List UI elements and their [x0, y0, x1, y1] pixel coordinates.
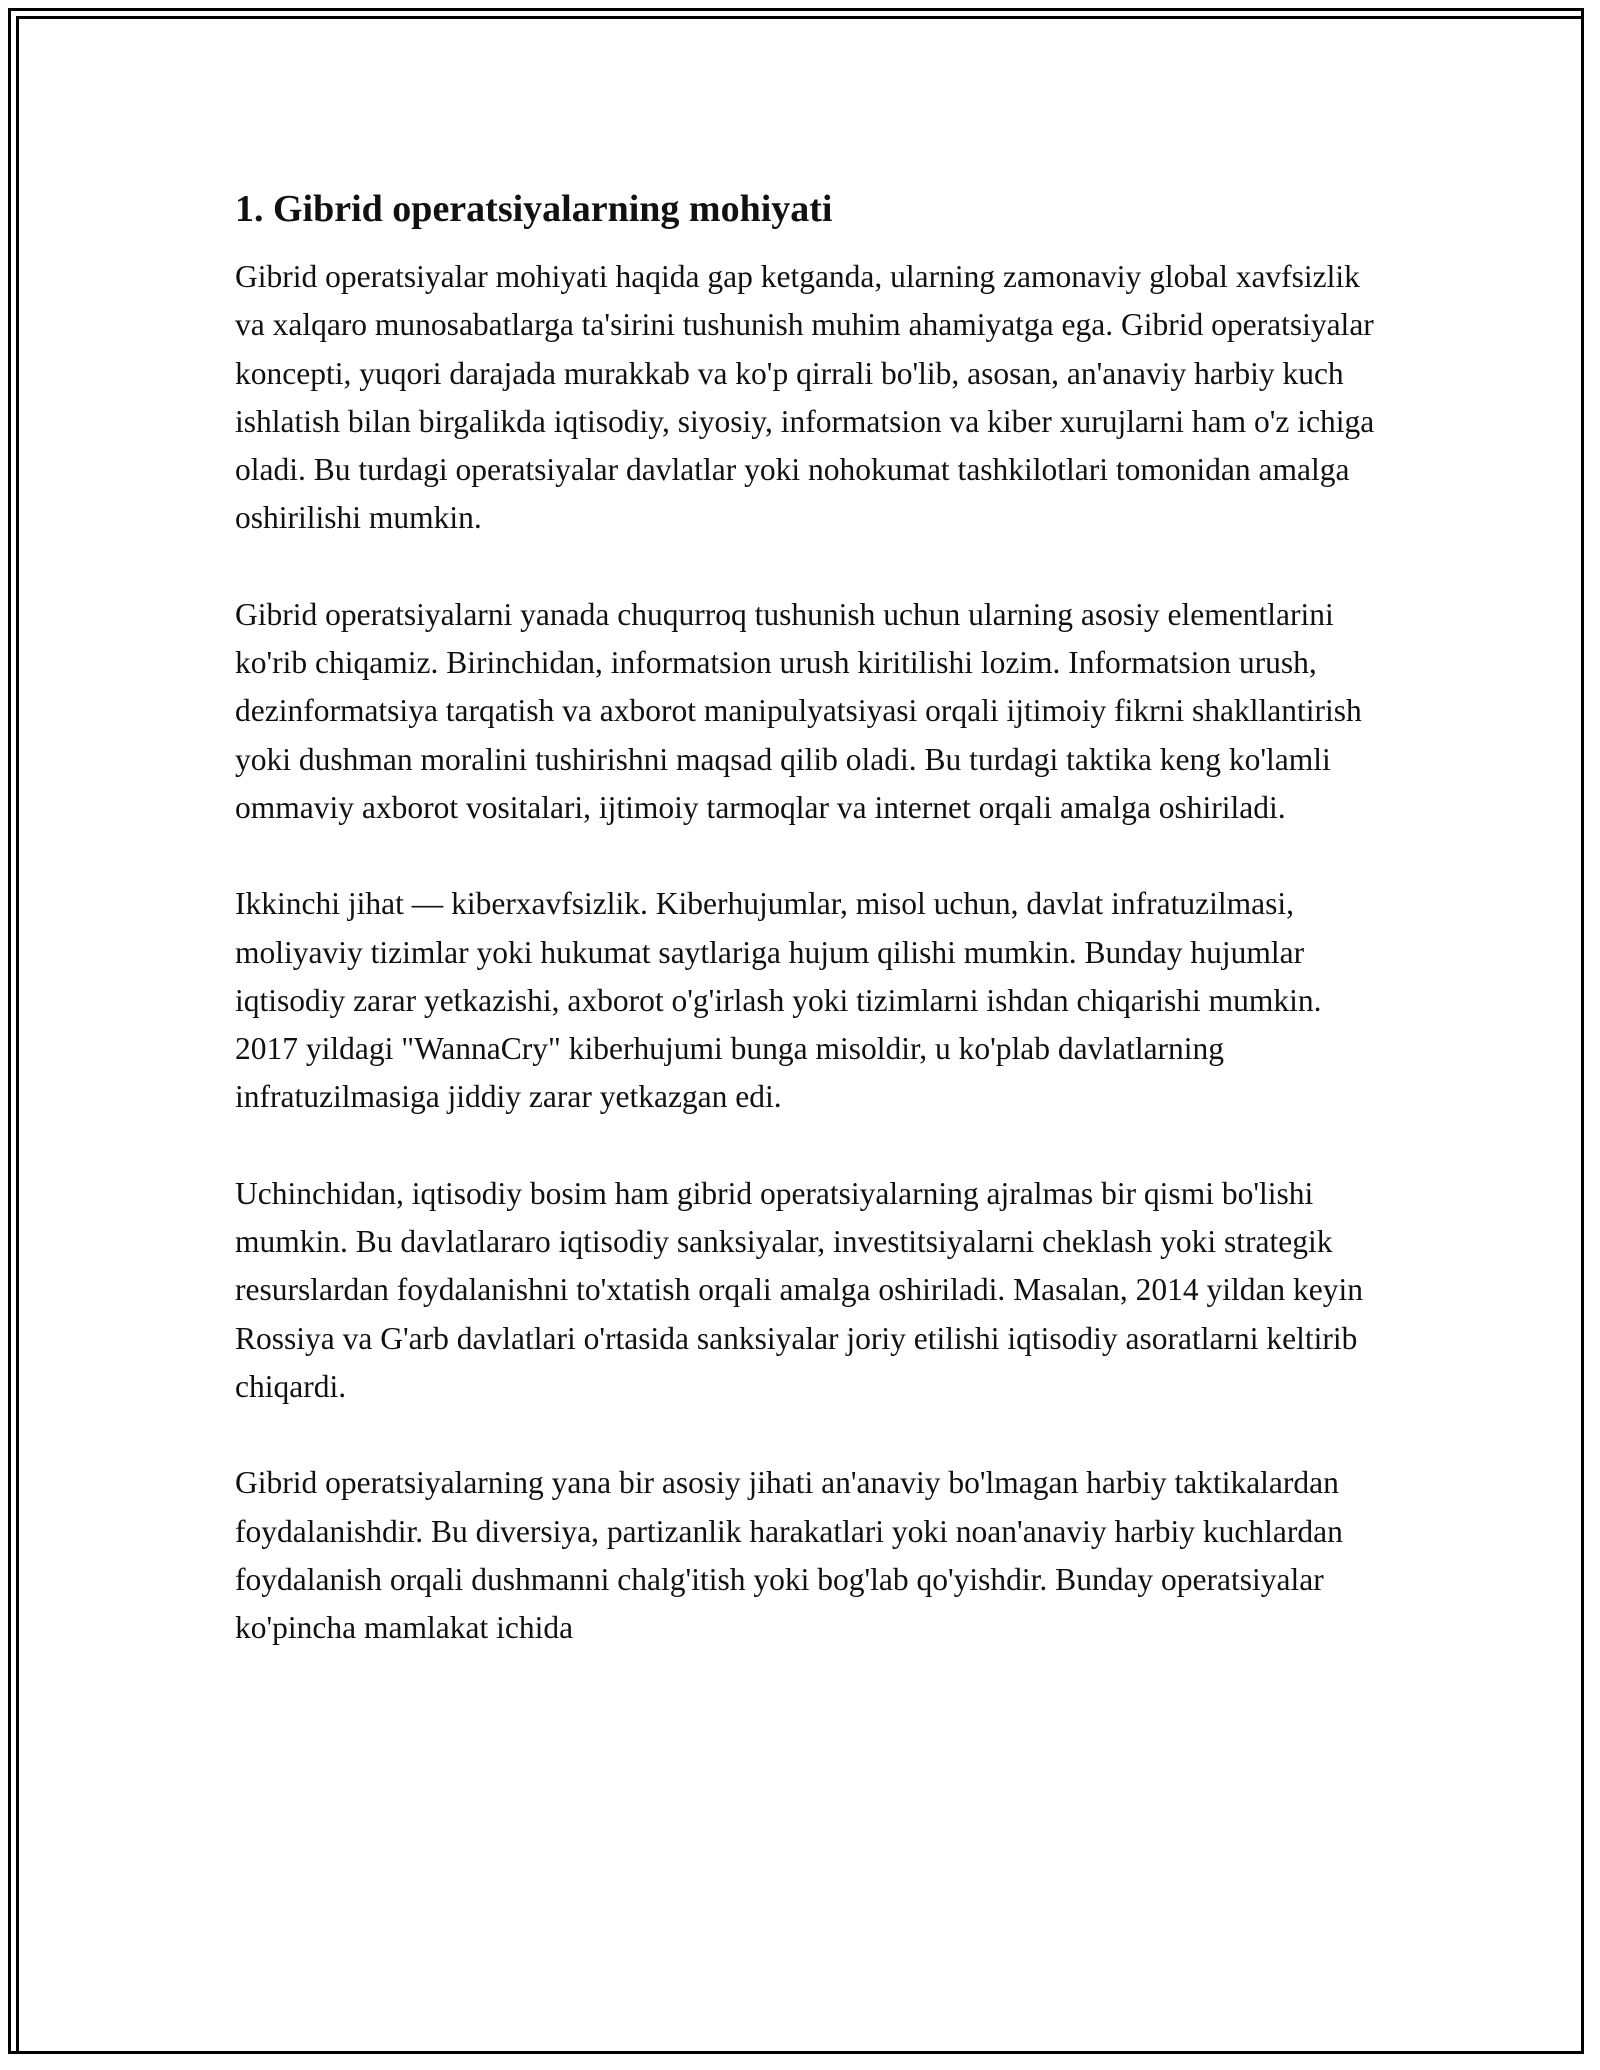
section-heading: 1. Gibrid operatsiyalarning mohiyati: [235, 188, 833, 230]
paragraph-5: Gibrid operatsiyalarning yana bir asosiy jihati an'anaviy bo'lmagan harbiy taktikalardan foydalanishdir. Bu diversiya, partizanlik harakatlari yoki noan'anaviy harbiy kuchlardan foydalanish orqali dushmanni chalg'itish yoki bog'lab qo'yishdir. Bunday operatsiyalar ko'pincha mamlakat ichida: [235, 1465, 1343, 1646]
paragraph-4: Uchinchidan, iqtisodiy bosim ham gibrid operatsiyalarning ajralmas bir qismi bo'lishi mumkin. Bu davlatlararo iqtisodiy sanksiyalar, investitsiyalarni cheklash yoki strategik resurslardan foydalanishni to'xtatish orqali amalga oshiriladi. Masalan, 2014 yildan keyin Rossiya va G'arb davlatlari o'rtasida sanksiyalar joriy etilishi iqtisodiy asoratlarni keltirib chiqardi.: [235, 1175, 1364, 1404]
document-body: [235, 185, 1385, 1700]
paragraph-3: Ikkinchi jihat — kiberxavfsizlik. Kiberhujumlar, misol uchun, davlat infratuzilmasi, moliyaviy tizimlar yoki hukumat saytlariga hujum qilishi mumkin. Bunday hujumlar iqtisodiy zarar yetkazishi, axborot o'g'irlash yoki tizimlarni ishdan chiqarishi mumkin. 2017 yildagi "WannaCry" kiberhujumi bunga misoldir, u ko'plab davlatlarning infratuzilmasiga jiddiy zarar yetkazgan edi.: [235, 886, 1322, 1115]
paragraph-2: Gibrid operatsiyalarni yanada chuqurroq tushunish uchun ularning asosiy elementlarini ko'rib chiqamiz. Birinchidan, informatsion urush kiritilishi lozim. Informatsion urush, dezinformatsiya tarqatish va axborot manipulyatsiyasi orqali ijtimoiy fikrni shakllantirish yoki dushman moralini tushirishni maqsad qilib oladi. Bu turdagi taktika keng ko'lamli ommaviy axborot vositalari, ijtimoiy tarmoqlar va internet orqali amalga oshiriladi.: [235, 596, 1362, 825]
paragraph-1: Gibrid operatsiyalar mohiyati haqida gap ketganda, ularning zamonaviy global xavfsizlik va xalqaro munosabatlarga ta'sirini tushunish muhim ahamiyatga ega. Gibrid operatsiyalar koncepti, yuqori darajada murakkab va ko'p qirrali bo'lib, asosan, an'anaviy harbiy kuch ishlatish bilan birgalikda iqtisodiy, siyosiy, informatsion va kiber xurujlarni ham o'z ichiga oladi. Bu turdagi operatsiyalar davlatlar yoki nohokumat tashkilotlari tomonidan amalga oshirilishi mumkin.: [235, 259, 1375, 536]
